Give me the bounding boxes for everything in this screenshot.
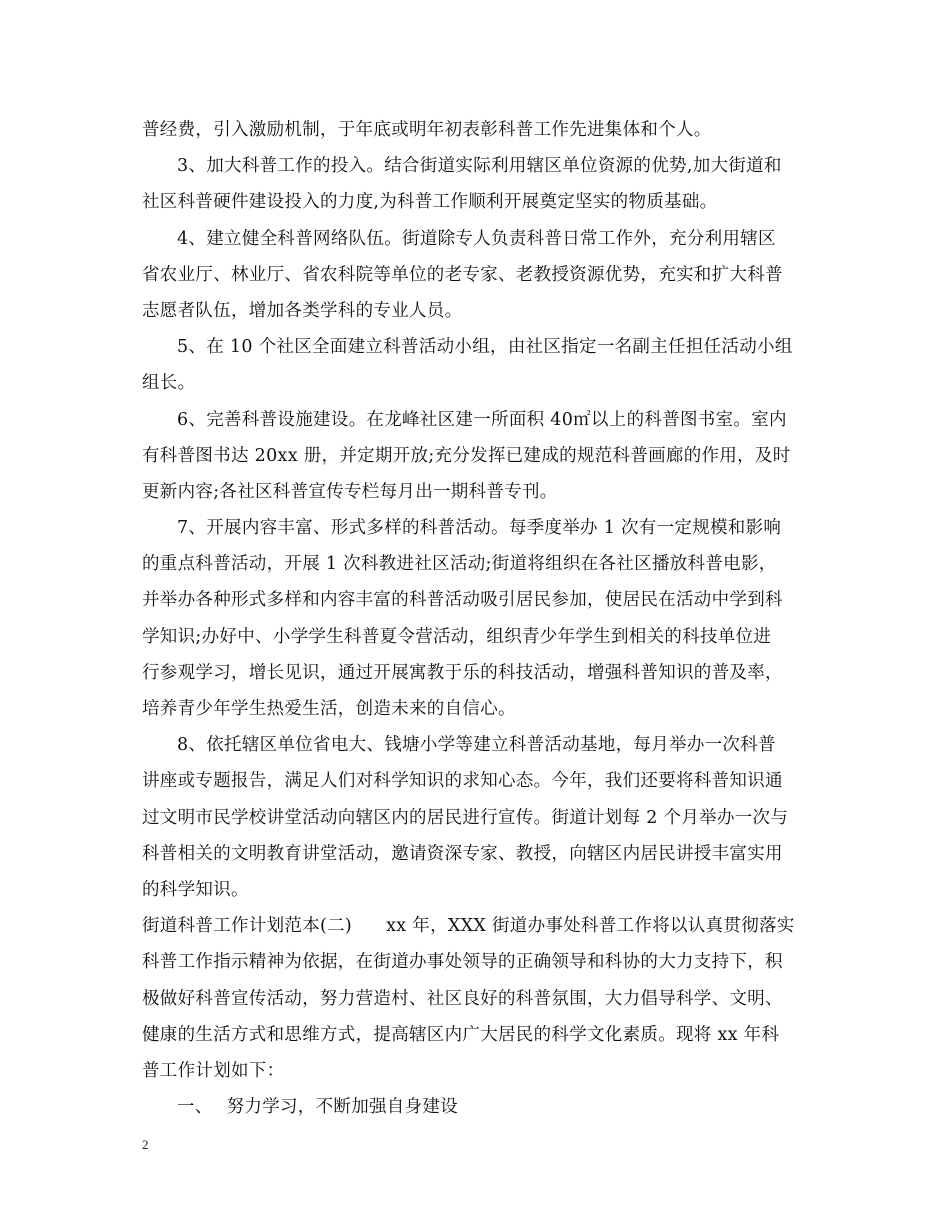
text-line: 更新内容;各社区科普宣传专栏每月出一期科普专刊。 bbox=[142, 481, 558, 502]
text-line: 行参观学习，增长见识，通过开展寓教于乐的科技活动，增强科普知识的普及率， bbox=[142, 662, 783, 683]
heading-number: 一、 bbox=[177, 1097, 213, 1118]
text-line: 并举办各种形式多样和内容丰富的科普活动吸引居民参加，使居民在活动中学到科 bbox=[142, 590, 783, 611]
text-line: 4、建立健全科普网络队伍。街道除专人负责科普日常工作外，充分利用辖区 bbox=[177, 228, 776, 249]
text-line: 普工作计划如下： bbox=[142, 1060, 285, 1081]
text-line: 志愿者队伍，增加各类学科的专业人员。 bbox=[142, 300, 463, 321]
text-line: 极做好科普宣传活动，努力营造村、社区良好的科普氛围，大力倡导科学、文明、 bbox=[142, 988, 783, 1009]
text-line: 有科普图书达 20xx 册，并定期开放;充分发挥已建成的规范科普画廊的作用，及时 bbox=[142, 445, 791, 466]
section-title-line bbox=[142, 908, 818, 944]
heading-text: 努力学习，不断加强自身建设 bbox=[226, 1097, 459, 1118]
text-line: 8、依托辖区单位省电大、钱塘小学等建立科普活动基地，每月举办一次科普 bbox=[177, 735, 776, 756]
text-line: 科普相关的文明教育讲堂活动，邀请资深专家、教授，向辖区内居民讲授丰富实用 bbox=[142, 843, 783, 864]
text-line: 普经费，引入激励机制，于年底或明年初表彰科普工作先进集体和个人。 bbox=[142, 120, 712, 140]
text-line: 的重点科普活动，开展 1 次科教进社区活动;街道将组织在各社区播放科普电影， bbox=[142, 554, 777, 575]
text-line: 的科学知识。 bbox=[142, 879, 249, 900]
text-line: 社区科普硬件建设投入的力度,为科普工作顺利开展奠定坚实的物质基础。 bbox=[142, 192, 718, 213]
text-line: 6、完善科普设施建设。在龙峰社区建一所面积 40㎡以上的科普图书室。室内 bbox=[177, 409, 787, 430]
text-line: 过文明市民学校讲堂活动向辖区内的居民进行宣传。街道计划每 2 个月举办一次与 bbox=[142, 807, 789, 828]
page-number: 2 bbox=[142, 1137, 149, 1152]
section-first-line: xx 年，XXX 街道办事处科普工作将以认真贯彻落实 bbox=[386, 916, 795, 937]
text-line: 科普工作指示精神为依据，在街道办事处领导的正确领导和科协的大力支持下，积 bbox=[142, 952, 783, 973]
text-line: 7、开展内容丰富、形式多样的科普活动。每季度举办 1 次有一定规模和影响 bbox=[177, 518, 782, 539]
text-line: 3、加大科普工作的投入。结合街道实际利用辖区单位资源的优势,加大街道和 bbox=[177, 156, 782, 177]
text-line: 学知识;办好中、小学学生科普夏令营活动，组织青少年学生到相关的科技单位进 bbox=[142, 626, 772, 647]
heading-line bbox=[142, 1089, 818, 1125]
paragraph-block bbox=[142, 944, 818, 1089]
text-line: 讲座或专题报告，满足人们对科学知识的求知心态。今年，我们还要将科普知识通 bbox=[142, 771, 783, 792]
text-line: 组长。 bbox=[142, 373, 196, 394]
text-line: 健康的生活方式和思维方式，提高辖区内广大居民的科学文化素质。现将 xx 年科 bbox=[142, 1024, 780, 1045]
section-title: 街道科普工作计划范本(二) bbox=[142, 916, 353, 937]
text-line: 培养青少年学生热爱生活，创造未来的自信心。 bbox=[142, 699, 516, 719]
text-line: 省农业厅、林业厅、省农科院等单位的老专家、老教授资源优势，充实和扩大科普 bbox=[142, 264, 783, 285]
document-body bbox=[142, 112, 818, 1125]
paragraph-block bbox=[142, 112, 818, 908]
text-line: 5、在 10 个社区全面建立科普活动小组，由社区指定一名副主任担任活动小组 bbox=[177, 337, 793, 358]
